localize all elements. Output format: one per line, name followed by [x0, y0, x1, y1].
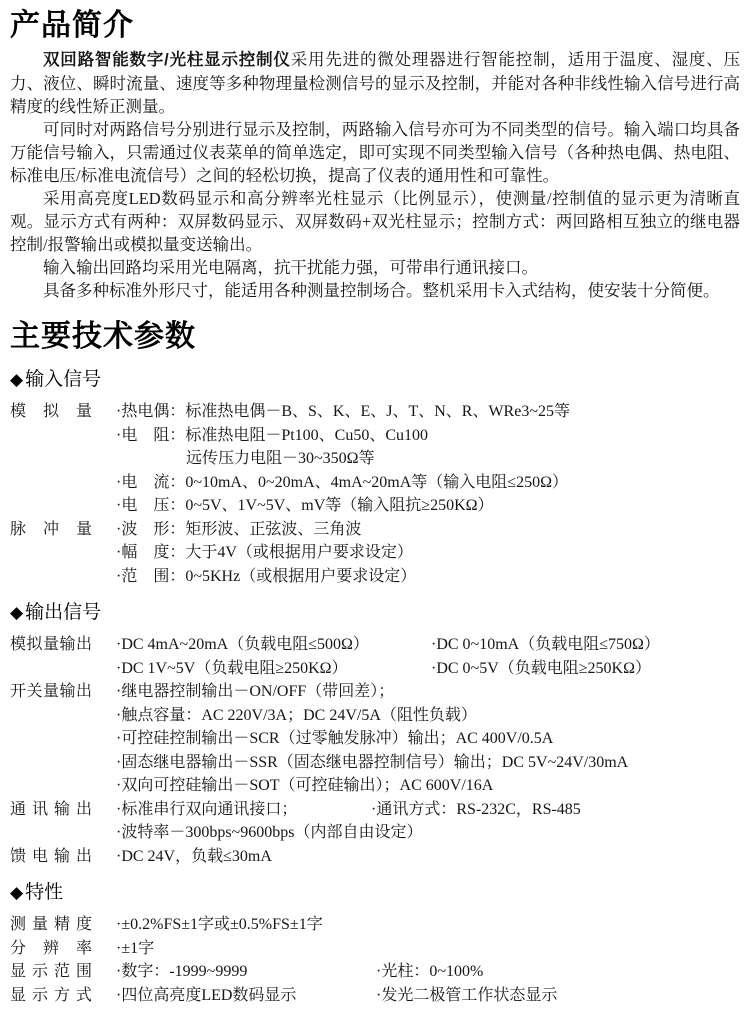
product-intro-heading: 产品简介: [10, 9, 134, 42]
spec-value-primary: ·波特率－300bps~9600bps（内部自由设定）: [116, 824, 423, 841]
spec-row: [10, 424, 740, 448]
spec-value-primary: ·触点容量：AC 220V/3A；DC 24V/5A（阻性负载）: [116, 706, 477, 724]
spec-value-secondary: ·通讯方式：RS-232C，RS-485: [371, 800, 581, 818]
spec-value-primary: ·标准串行双向通讯接口；: [116, 800, 298, 818]
spec-value-primary: ·范 围：0~5KHz（或根据用户要求设定）: [116, 567, 417, 585]
spec-row: [10, 680, 740, 704]
spec-value-primary: ·±1字: [116, 939, 155, 957]
diamond-icon: ◆: [10, 883, 24, 902]
intro-paragraph-5: 具备多种标准外形尺寸，能适用各种测量控制场合。整机采用卡入式结构，使安装十分简便。: [43, 281, 720, 300]
diamond-icon: ◆: [10, 603, 24, 622]
spec-label: 脉冲量: [10, 520, 92, 538]
spec-value-primary: ·电 压：0~5V、1V~5V、mV等（输入阻抗≥250KΩ）: [116, 497, 494, 514]
spec-table-output: [10, 633, 740, 868]
spec-label: [10, 727, 92, 751]
spec-value-primary: ·DC 4mA~20mA（负载电阻≤500Ω）: [116, 636, 369, 653]
intro-paragraph-2: 可同时对两路信号分别进行显示及控制，两路输入信号亦可为不同类型的信号。输入端口均具备万能信号输入，只需通过仪表菜单的简单选定，即可实现不同类型输入信号（各种热电偶、热电阻、标准电压/标准电流信号）之间的轻松切换，提高了仪表的通用性和可靠性。: [10, 120, 740, 185]
spec-value-primary: ·DC 1V~5V（负载电阻≥250KΩ）: [116, 659, 348, 677]
spec-row: [10, 494, 740, 518]
spec-label: 模拟量: [10, 403, 92, 420]
tech-params-heading: 主要技术参数: [10, 320, 196, 353]
section-title: 输出信号: [25, 602, 102, 623]
spec-value-primary: ·幅 度：大于4V（或根据用户要求设定）: [116, 544, 413, 561]
spec-label: 开关量输出: [10, 683, 92, 700]
spec-label: 测量精度: [10, 916, 92, 933]
spec-value-primary: ·DC 24V，负载≤30mA: [116, 847, 272, 865]
intro-paragraph-4: 输入输出回路均采用光电隔离，抗干扰能力强，可带串行通讯接口。: [43, 258, 538, 277]
section-header-output-signals: [10, 600, 740, 625]
spec-label: [10, 774, 92, 798]
spec-label: [10, 541, 92, 565]
spec-value-primary: ·波 形：矩形波、正弦波、三角波: [116, 520, 362, 538]
spec-value-primary: ·四位高亮度LED数码显示: [116, 986, 297, 1004]
spec-value-primary: ·可控硅控制输出－SCR（过零触发脉冲）输出；AC 400V/0.5A: [116, 730, 554, 747]
intro-paragraph-1: [10, 48, 740, 118]
spec-row: [10, 565, 740, 589]
spec-label: [10, 494, 92, 518]
spec-row: [10, 774, 740, 798]
spec-row: [10, 845, 740, 869]
spec-value-secondary: ·发光二极管工作状态显示: [376, 986, 558, 1004]
spec-label: 通讯输出: [10, 800, 92, 818]
spec-value-primary: ·电 流：0~10mA、0~20mA、4mA~20mA等（输入电阻≤250Ω）: [116, 473, 568, 491]
spec-row: [10, 541, 740, 565]
spec-row: [10, 704, 740, 728]
spec-row: [10, 400, 740, 424]
spec-label: [10, 821, 92, 845]
section-title: 特性: [25, 882, 64, 903]
spec-label: 分辨率: [10, 939, 92, 957]
spec-row: [10, 633, 740, 657]
spec-row: [10, 727, 740, 751]
spec-value-secondary: ·DC 0~10mA（负载电阻≤750Ω）: [431, 636, 660, 653]
intro-paragraph-1-text: 采用先进的微处理器进行智能控制，适用于温度、湿度、压力、液位、瞬时流量、速度等多种物理量检测信号的显示及控制，并能对各种非线性输入信号进行高精度的线性矫正测量。: [10, 50, 741, 116]
spec-row: [10, 518, 740, 542]
spec-label: 显示方式: [10, 986, 92, 1004]
spec-row: [10, 960, 740, 984]
spec-label: [10, 657, 92, 681]
spec-table-features: [10, 913, 740, 1007]
spec-label: [10, 424, 92, 448]
spec-label: [10, 704, 92, 728]
spec-table-input: [10, 400, 740, 588]
spec-value-secondary: ·DC 0~5V（负载电阻≥250KΩ）: [431, 659, 651, 677]
spec-row: [10, 447, 740, 471]
spec-row: [10, 751, 740, 775]
spec-row: [10, 821, 740, 845]
spec-row: [10, 913, 740, 937]
intro-paragraph-3: 采用高亮度LED数码显示和高分辨率光柱显示（比例显示），使测量/控制值的显示更为清晰直观。显示方式有两种：双屏数码显示、双屏数码+双光柱显示；控制方式：两回路相互独立的继电器控制/报警输出或模拟量变送输出。: [10, 189, 740, 254]
diamond-icon: ◆: [10, 370, 24, 389]
spec-label: 模拟量输出: [10, 636, 92, 653]
section-header-features: [10, 880, 740, 905]
spec-value-primary: ·双向可控硅输出－SOT（可控硅输出）；AC 600V/16A: [116, 777, 494, 794]
product-name-bold: 双回路智能数字/光柱显示控制仪: [43, 51, 291, 69]
spec-row: [10, 798, 740, 822]
spec-value-primary: ·数字：-1999~9999: [116, 963, 248, 980]
section-header-input-signals: [10, 367, 740, 392]
spec-label: [10, 471, 92, 495]
spec-row: [10, 937, 740, 961]
section-title: 输入信号: [25, 369, 102, 390]
spec-value-secondary: ·光柱：0~100%: [376, 963, 484, 980]
spec-label: [10, 565, 92, 589]
spec-label: 显示范围: [10, 963, 92, 980]
spec-label: 馈电输出: [10, 847, 92, 865]
spec-row: [10, 984, 740, 1008]
spec-label: [10, 447, 92, 471]
intro-text-block: [10, 48, 740, 302]
spec-row: [10, 471, 740, 495]
spec-value-primary: ·继电器控制输出－ON/OFF（带回差）；: [116, 683, 395, 700]
spec-label: [10, 751, 92, 775]
spec-value-primary: ·热电偶：标准热电偶－B、S、K、E、J、T、N、R、WRe3~25等: [116, 403, 570, 420]
spec-row: [10, 657, 740, 681]
spec-value-primary: 远传压力电阻－30~350Ω等: [186, 450, 375, 467]
spec-value-primary: ·±0.2%FS±1字或±0.5%FS±1字: [116, 916, 323, 933]
spec-value-primary: ·固态继电器输出－SSR（固态继电器控制信号）输出；DC 5V~24V/30mA: [116, 753, 629, 771]
spec-value-primary: ·电 阻：标准热电阻－Pt100、Cu50、Cu100: [116, 426, 429, 444]
